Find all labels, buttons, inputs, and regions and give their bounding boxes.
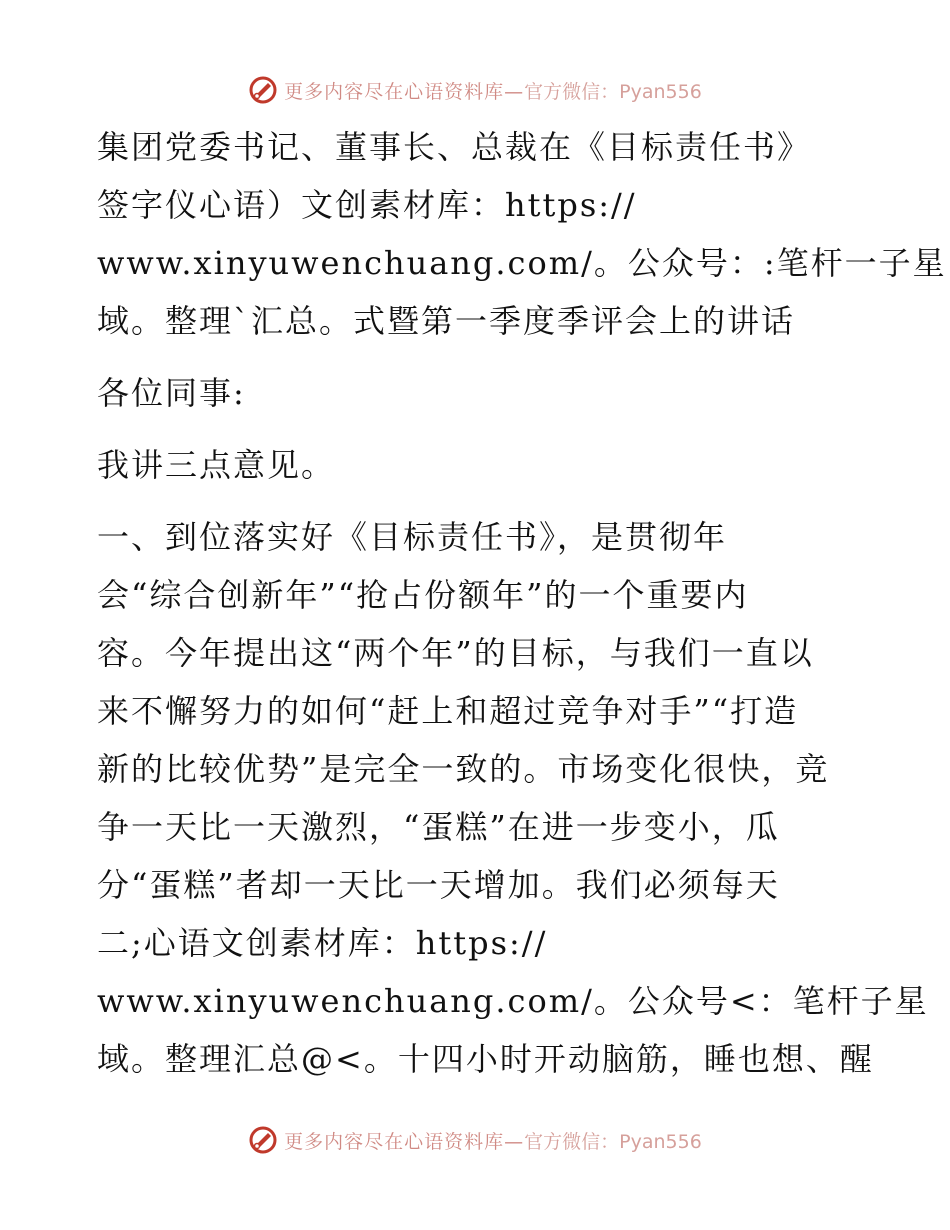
body-line: www.xinyuwenchuang.com/。公众号<：笔杆子星: [97, 982, 929, 1020]
body-line: 一、到位落实好《目标责任书》，是贯彻年: [97, 518, 728, 556]
title-line: 签字仪心语）文创素材库：https://: [97, 186, 637, 224]
body-line: 争一天比一天激烈，“蛋糕”在进一步变小，瓜: [97, 808, 780, 846]
banner-text: 更多内容尽在心语资料库—: [284, 80, 525, 103]
footer-banner: [0, 1120, 950, 1160]
header-banner: [0, 70, 950, 110]
body-line: 会“综合创新年”“抢占份额年”的一个重要内: [97, 576, 749, 614]
banner-wechat: 官方微信：Pyan556: [524, 80, 702, 103]
intro-paragraph: 我讲三点意见。: [97, 446, 336, 484]
body-line: 来不懈努力的如何“赶上和超过竞争对手”“打造: [97, 692, 799, 730]
body-line: 分“蛋糕”者却一天比一天增加。我们必须每天: [97, 866, 780, 904]
title-line: 集团党委书记、董事长、总裁在《目标责任书》: [97, 128, 812, 166]
body-line: 二;心语文创素材库：https://: [97, 924, 548, 962]
logo-icon: [248, 1125, 278, 1155]
title-line: www.xinyuwenchuang.com/。公众号：:笔杆一子星: [97, 244, 947, 282]
document-body: [97, 118, 947, 1088]
banner-text: 更多内容尽在心语资料库—: [284, 1130, 525, 1153]
body-line: 容。今年提出这“两个年”的目标，与我们一直以: [97, 634, 814, 672]
body-line: 新的比较优势”是完全一致的。市场变化很快，竞: [97, 750, 830, 788]
greeting: 各位同事:: [97, 374, 246, 412]
body-line: 域。整理汇总@<。十四小时开动脑筋，睡也想、醒: [97, 1040, 874, 1078]
body-paragraph: [97, 508, 929, 1088]
title-block: [97, 118, 947, 350]
logo-icon: [248, 75, 278, 105]
banner-wechat: 官方微信：Pyan556: [524, 1130, 702, 1153]
title-line: 域。整理`汇总。式暨第一季度季评会上的讲话: [97, 302, 796, 340]
